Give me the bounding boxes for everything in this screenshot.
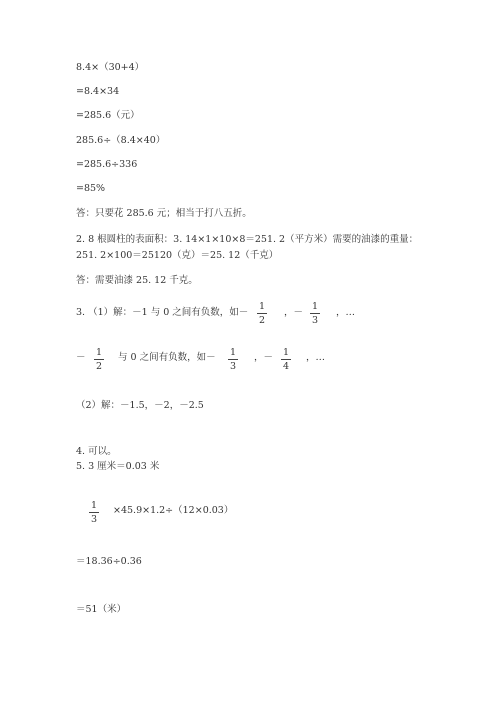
line-11-text: 3. （1）解：－1 与 0 之间有负数，如－: [76, 307, 249, 318]
numerator: 1: [90, 500, 98, 511]
line-6: =85%: [76, 183, 106, 194]
numerator: 1: [311, 301, 319, 312]
fraction-bar: [228, 359, 238, 360]
line-18: ＝51（米）: [76, 604, 127, 615]
line-8: 2. 8 根圆柱的表面积：3. 14×1×10×8＝251. 2（平方米）需要的油漆的重量：: [76, 234, 419, 245]
line-11-sep: ，－: [284, 307, 304, 318]
line-15: 5. 3 厘米＝0.03 米: [76, 461, 160, 472]
numerator: 1: [229, 347, 237, 358]
line-12-ellipsis: ，…: [306, 352, 326, 363]
fraction-bar: [281, 359, 291, 360]
fraction-bar: [94, 359, 104, 360]
denominator: 2: [95, 361, 103, 372]
line-7-answer: 答：只要花 285.6 元；相当于打八五折。: [76, 208, 252, 219]
line-4: 285.6÷（8.4×40）: [76, 135, 166, 146]
line-9: 251. 2×100＝25120（克）＝25. 12（千克）: [76, 250, 279, 261]
fraction-half: [92, 347, 106, 372]
line-3: =285.6（元）: [76, 110, 140, 121]
line-10-answer: 答：需要油漆 25. 12 千克。: [76, 275, 198, 286]
fraction-bar: [310, 313, 320, 314]
numerator: 1: [95, 347, 103, 358]
line-1: 8.4×（30+4）: [76, 62, 145, 73]
line-14: 4. 可以。: [76, 446, 117, 457]
line-2: =8.4×34: [76, 86, 120, 97]
line-13: （2）解：－1.5，－2，－2.5: [76, 400, 204, 411]
fraction-third: [308, 301, 322, 326]
denominator: 2: [258, 315, 266, 326]
fraction-quarter: [279, 347, 293, 372]
line-16: ×45.9×1.2÷（12×0.03）: [113, 505, 234, 516]
fraction-bar: [257, 313, 267, 314]
line-12-sep: ，－: [254, 352, 274, 363]
line-11-ellipsis: ，…: [336, 307, 356, 318]
denominator: 3: [311, 315, 319, 326]
denominator: 3: [229, 361, 237, 372]
denominator: 4: [282, 361, 290, 372]
denominator: 3: [90, 514, 98, 525]
fraction-third: [87, 500, 101, 525]
numerator: 1: [258, 301, 266, 312]
line-12-text: 与 0 之间有负数，如－: [118, 352, 216, 363]
line-17: ＝18.36÷0.36: [76, 556, 142, 567]
fraction-third: [226, 347, 240, 372]
numerator: 1: [282, 347, 290, 358]
line-5: =285.6÷336: [76, 159, 138, 170]
fraction-half: [255, 301, 269, 326]
fraction-bar: [89, 512, 99, 513]
line-12-minus: －: [76, 352, 86, 363]
